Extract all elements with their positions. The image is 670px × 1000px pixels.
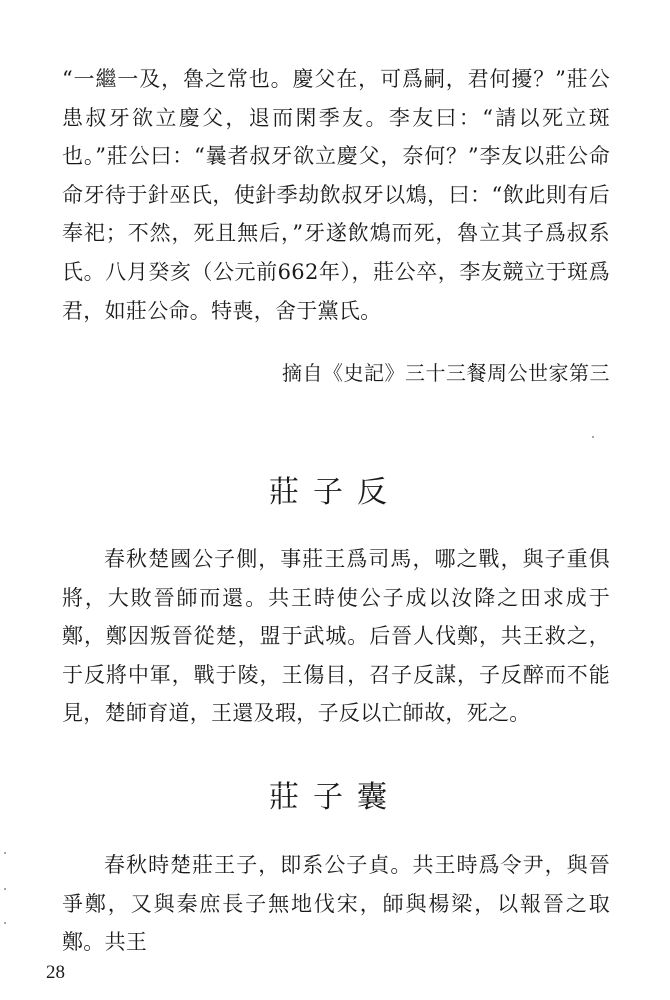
scan-speck — [592, 436, 594, 438]
paragraph-zhuang-zi-nang: 春秋時楚莊王子，即系公子貞。共王時爲令尹，與晉爭鄭，又與秦庶長子無地伐宋，師與楊梁，以報晉之取鄭。共王 — [62, 853, 610, 955]
page-number: 28 — [46, 962, 65, 983]
section-heading-zhuang-zi-nang: 莊子囊 — [269, 780, 401, 815]
scan-speck — [4, 922, 6, 924]
scan-speck — [4, 888, 6, 890]
scan-speck — [4, 852, 6, 854]
section-heading-zhuang-zi-fan: 莊子反 — [269, 475, 401, 510]
paragraph-zhuang-zi-fan: 春秋楚國公子側，事莊王爲司馬，哪之戰，與子重俱將，大敗晉師而還。共王時使公子成以汝降之田求成于鄭，鄭因叛晉從楚，盟于武城。后晉人伐鄭，共王救之，于反將中軍，戰于陵，王傷目，召子反謀，子反醉而不能見，楚師育道，王還及瑕，子反以亡師故，死之。 — [62, 547, 610, 726]
paragraph-zhuang-gong: “一繼一及，魯之常也。慶父在，可爲嗣，君何擾？”莊公患叔牙欲立慶父，退而閑季友。李友曰：“請以死立斑也。”莊公曰：“曩者叔牙欲立慶父，奈何？”李友以莊公命命牙待于針巫氏，使針季劫飲叔牙以鴆，曰：“飲此則有后奉祀；不然，死且無后，”牙遂飲鴆而死，魯立其子爲叔系氏。八月癸亥（公元前662年），莊公卒，李友競立于斑爲君，如莊公命。特喪，舍于黨氏。 — [62, 67, 610, 323]
source-citation: 摘自《史記》三十三餐周公世家第三 — [282, 361, 610, 385]
